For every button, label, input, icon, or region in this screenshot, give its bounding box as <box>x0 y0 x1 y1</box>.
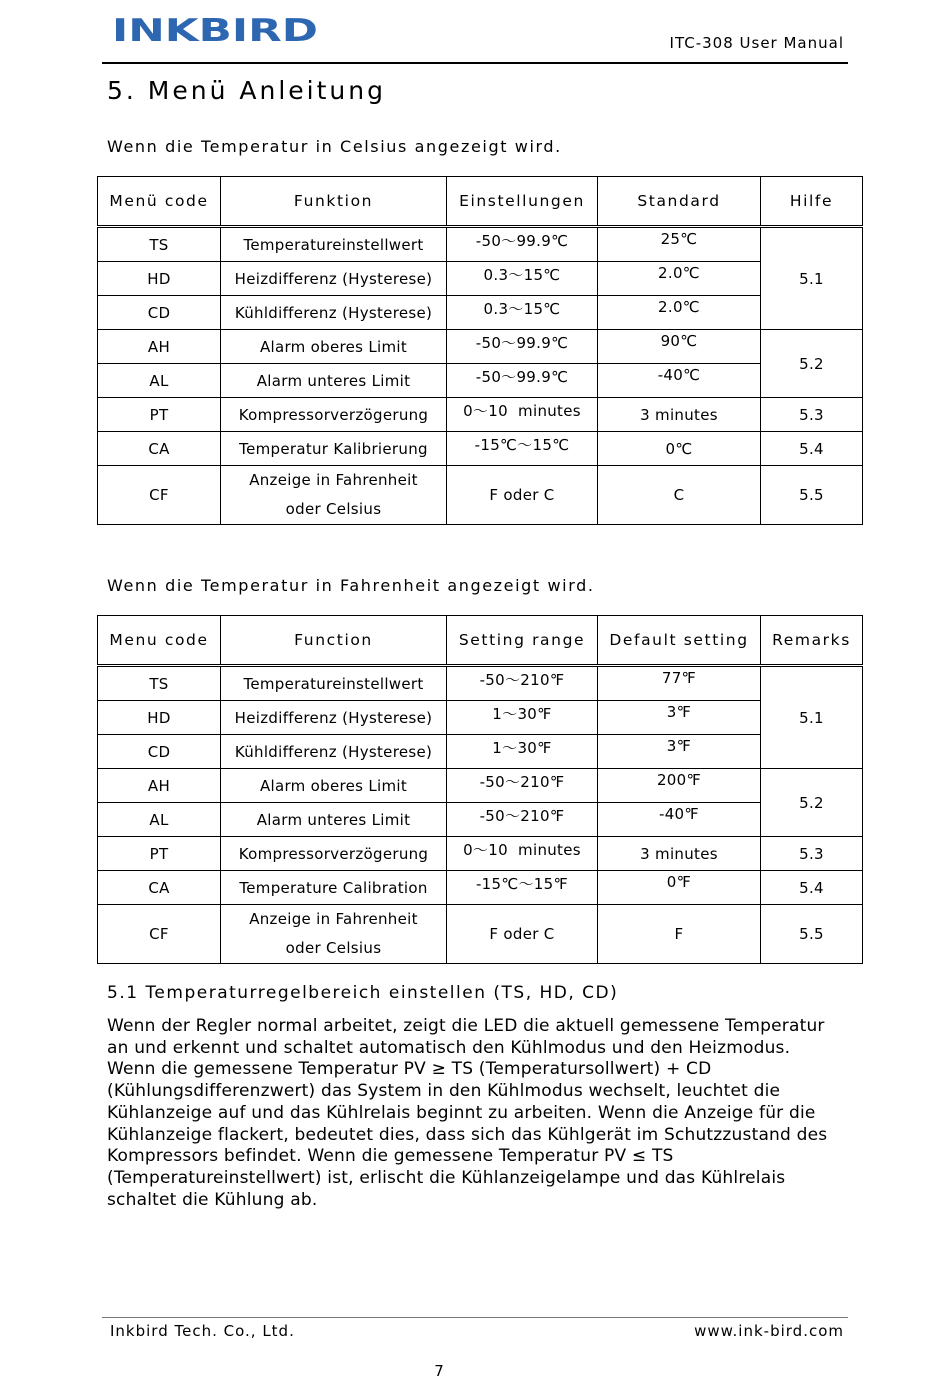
table-header-row <box>98 177 863 227</box>
column-header: Hilfe <box>761 177 863 227</box>
function-cell: Temperatureinstellwert <box>221 666 447 701</box>
remark-cell: 5.3 <box>761 398 863 432</box>
function-line: Anzeige in Fahrenheit <box>249 910 418 928</box>
remark-cell: 5.2 <box>761 330 863 398</box>
default-cell: 3℉ <box>598 735 761 769</box>
function-cell: Kühldifferenz (Hysterese) <box>221 296 447 330</box>
function-line: oder Celsius <box>285 500 382 518</box>
table-row <box>98 701 863 735</box>
column-header: Menü code <box>98 177 221 227</box>
table-row <box>98 769 863 803</box>
function-cell <box>221 466 447 525</box>
remark-cell: 5.5 <box>761 905 863 964</box>
range-cell: 0.3～15℃ <box>447 262 598 296</box>
function-cell: Heizdifferenz (Hysterese) <box>221 701 447 735</box>
remark-cell: 5.5 <box>761 466 863 525</box>
function-line: oder Celsius <box>285 939 382 957</box>
default-cell: 3 minutes <box>598 837 761 871</box>
function-cell <box>221 905 447 964</box>
function-cell: Kompressorverzögerung <box>221 398 447 432</box>
default-cell: 25℃ <box>598 227 761 262</box>
range-cell: -15℃～15℉ <box>447 871 598 905</box>
table-row <box>98 466 863 525</box>
table-row <box>98 364 863 398</box>
header-divider <box>102 62 848 64</box>
function-cell: Temperature Calibration <box>221 871 447 905</box>
range-cell: 0.3～15℃ <box>447 296 598 330</box>
default-cell: 0℃ <box>598 432 761 466</box>
menu-code: AL <box>98 803 221 837</box>
manual-title: ITC-308 User Manual <box>669 34 844 52</box>
function-cell: Alarm oberes Limit <box>221 330 447 364</box>
menu-code: TS <box>98 227 221 262</box>
table-row <box>98 432 863 466</box>
remark-cell: 5.3 <box>761 837 863 871</box>
default-cell: -40℉ <box>598 803 761 837</box>
table-row <box>98 666 863 701</box>
table-row <box>98 735 863 769</box>
menu-code: HD <box>98 262 221 296</box>
table-row <box>98 227 863 262</box>
function-cell: Temperatur Kalibrierung <box>221 432 447 466</box>
column-header: Funktion <box>221 177 447 227</box>
range-cell: F oder C <box>447 905 598 964</box>
default-cell: 0℉ <box>598 871 761 905</box>
paragraph: Wenn die gemessene Temperatur PV ≥ TS (Temperatursollwert) + CD (Kühlungsdifferenzwert) das System in den Kühlmodus wechselt, leuchtet die Kühlanzeige auf und das Kühlrelais beginnt zu arbeiten. Wenn die Anzeige für die Kühlanzeige flackert, bedeutet dies, dass sich das Kühlgerät im Schutzzustand des Kompressors befindet. Wenn die gemessene Temperatur PV ≤ TS (Temperatureinstellwert) ist, erlischt die Kühlanzeigelampe und das Kühlrelais schaltet die Kühlung ab. <box>107 1059 828 1210</box>
fahrenheit-menu-table <box>97 615 863 964</box>
default-cell: 77℉ <box>598 666 761 701</box>
footer-divider <box>102 1317 848 1318</box>
table-row <box>98 262 863 296</box>
function-cell: Alarm oberes Limit <box>221 769 447 803</box>
subsection-body <box>107 1016 847 1211</box>
menu-code: AH <box>98 769 221 803</box>
remark-cell: 5.4 <box>761 432 863 466</box>
table-header-row <box>98 616 863 666</box>
logo-text: INKBIRD <box>112 14 318 44</box>
fahrenheit-caption: Wenn die Temperatur in Fahrenheit angezeigt wird. <box>107 576 595 595</box>
celsius-menu-table <box>97 176 863 525</box>
range-cell: 0～10 minutes <box>447 837 598 871</box>
function-cell: Alarm unteres Limit <box>221 803 447 837</box>
menu-code: TS <box>98 666 221 701</box>
range-cell: -50～99.9℃ <box>447 364 598 398</box>
footer-company: Inkbird Tech. Co., Ltd. <box>110 1322 295 1340</box>
default-cell: F <box>598 905 761 964</box>
range-cell: -15℃～15℃ <box>447 432 598 466</box>
range-cell: 1～30℉ <box>447 701 598 735</box>
remark-cell: 5.1 <box>761 227 863 330</box>
default-cell: 3℉ <box>598 701 761 735</box>
menu-code: CD <box>98 296 221 330</box>
default-cell: 2.0℃ <box>598 296 761 330</box>
menu-code: CF <box>98 905 221 964</box>
remark-cell: 5.4 <box>761 871 863 905</box>
column-header: Function <box>221 616 447 666</box>
column-header: Remarks <box>761 616 863 666</box>
range-cell: -50～210℉ <box>447 666 598 701</box>
default-cell: 2.0℃ <box>598 262 761 296</box>
range-cell: 0～10 minutes <box>447 398 598 432</box>
menu-code: PT <box>98 837 221 871</box>
column-header: Setting range <box>447 616 598 666</box>
range-cell: -50～99.9℃ <box>447 227 598 262</box>
table-row <box>98 803 863 837</box>
function-line: Anzeige in Fahrenheit <box>249 471 418 489</box>
menu-code: CF <box>98 466 221 525</box>
function-cell: Kompressorverzögerung <box>221 837 447 871</box>
table-row <box>98 837 863 871</box>
range-cell: -50～210℉ <box>447 769 598 803</box>
range-cell: 1～30℉ <box>447 735 598 769</box>
function-cell: Heizdifferenz (Hysterese) <box>221 262 447 296</box>
remark-cell: 5.2 <box>761 769 863 837</box>
column-header: Standard <box>598 177 761 227</box>
function-cell: Temperatureinstellwert <box>221 227 447 262</box>
default-cell: -40℃ <box>598 364 761 398</box>
column-header: Menu code <box>98 616 221 666</box>
range-cell: F oder C <box>447 466 598 525</box>
range-cell: -50～210℉ <box>447 803 598 837</box>
inkbird-logo <box>112 14 322 44</box>
section-title: 5. Menü Anleitung <box>107 76 386 105</box>
table-row <box>98 296 863 330</box>
default-cell: 90℃ <box>598 330 761 364</box>
menu-code: HD <box>98 701 221 735</box>
remark-cell: 5.1 <box>761 666 863 769</box>
menu-code: PT <box>98 398 221 432</box>
subsection-title: 5.1 Temperaturregelbereich einstellen (TS, HD, CD) <box>107 983 619 1003</box>
range-cell: -50～99.9℃ <box>447 330 598 364</box>
celsius-caption: Wenn die Temperatur in Celsius angezeigt wird. <box>107 137 562 156</box>
footer-website: www.ink-bird.com <box>694 1322 844 1340</box>
column-header: Einstellungen <box>447 177 598 227</box>
default-cell: C <box>598 466 761 525</box>
function-cell: Alarm unteres Limit <box>221 364 447 398</box>
function-cell: Kühldifferenz (Hysterese) <box>221 735 447 769</box>
paragraph: Wenn der Regler normal arbeitet, zeigt die LED die aktuell gemessene Temperatur an und erkennt und schaltet automatisch den Kühlmodus und den Heizmodus. <box>107 1016 825 1058</box>
inkbird-logo-mark <box>112 14 322 44</box>
menu-code: AH <box>98 330 221 364</box>
default-cell: 3 minutes <box>598 398 761 432</box>
table-row <box>98 398 863 432</box>
page-number: 7 <box>434 1362 444 1380</box>
default-cell: 200℉ <box>598 769 761 803</box>
menu-code: CA <box>98 432 221 466</box>
menu-code: AL <box>98 364 221 398</box>
table-row <box>98 905 863 964</box>
menu-code: CA <box>98 871 221 905</box>
menu-code: CD <box>98 735 221 769</box>
column-header: Default setting <box>598 616 761 666</box>
table-row <box>98 871 863 905</box>
table-row <box>98 330 863 364</box>
